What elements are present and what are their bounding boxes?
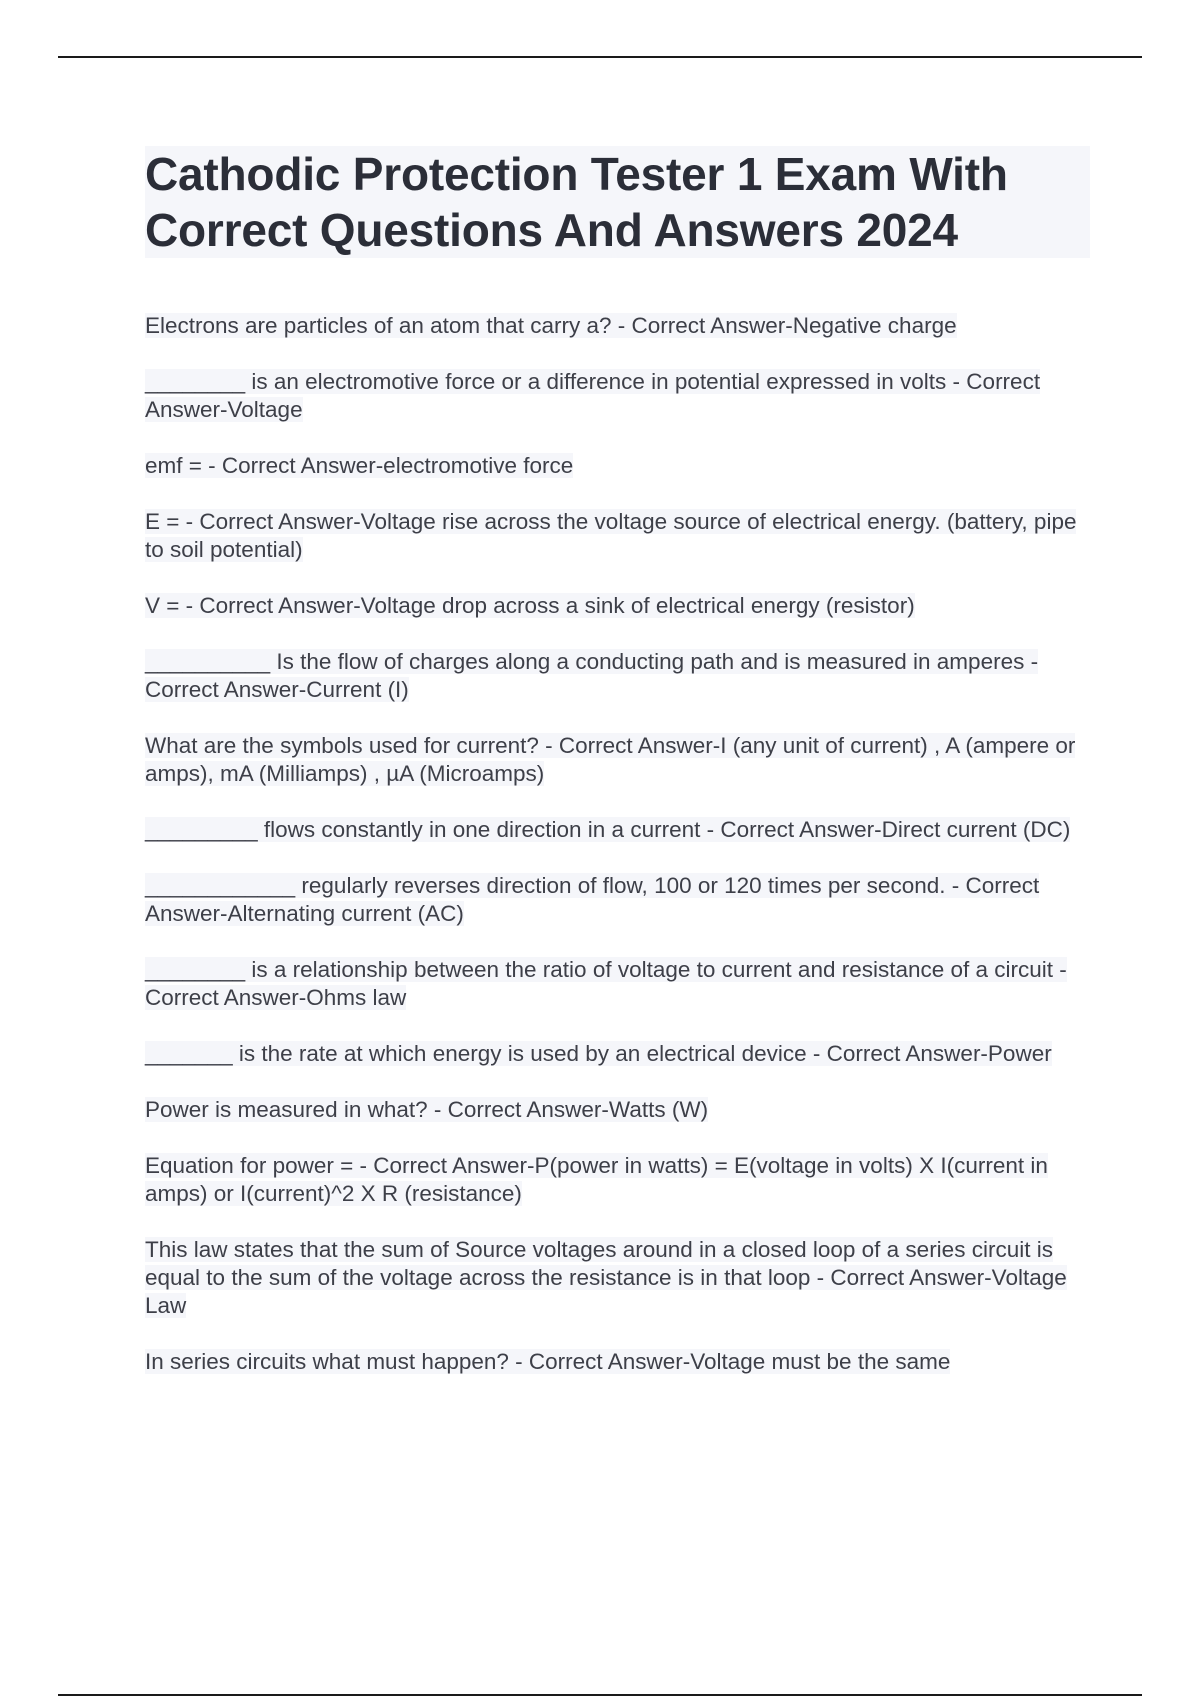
qa-item: Power is measured in what? - Correct Answer-Watts (W): [145, 1097, 709, 1122]
qa-item: _______ is the rate at which energy is used by an electrical device - Correct Answer-Power: [145, 1041, 1052, 1066]
qa-item: What are the symbols used for current? - Correct Answer-I (any unit of current) , A (ampere or amps), mA (Milliamps) , µA (Microamps): [145, 733, 1076, 786]
qa-list: [145, 312, 1090, 1404]
qa-item: ________ is a relationship between the ratio of voltage to current and resistance of a circuit - Correct Answer-Ohms law: [145, 957, 1067, 1010]
qa-item: Equation for power = - Correct Answer-P(power in watts) = E(voltage in volts) X I(current in amps) or I(current)^2 X R (resistance): [145, 1153, 1048, 1206]
qa-item: Electrons are particles of an atom that carry a? - Correct Answer-Negative charge: [145, 313, 957, 338]
qa-item: ____________ regularly reverses direction of flow, 100 or 120 times per second. - Correct Answer-Alternating current (AC): [145, 873, 1040, 926]
page-title: [145, 146, 1090, 258]
qa-item: In series circuits what must happen? - Correct Answer-Voltage must be the same: [145, 1349, 951, 1374]
qa-item: This law states that the sum of Source voltages around in a closed loop of a series circuit is equal to the sum of the voltage across the resistance is in that loop - Correct Answer-Voltage Law: [145, 1237, 1067, 1318]
top-rule: [58, 56, 1142, 58]
qa-item: E = - Correct Answer-Voltage rise across the voltage source of electrical energy. (battery, pipe to soil potential): [145, 509, 1077, 562]
qa-item: V = - Correct Answer-Voltage drop across a sink of electrical energy (resistor): [145, 593, 915, 618]
title-line-1: Cathodic Protection Tester 1 Exam With: [145, 148, 1008, 200]
title-block: [145, 146, 1090, 258]
title-line-2: Correct Questions And Answers 2024: [145, 204, 958, 256]
qa-item: __________ Is the flow of charges along a conducting path and is measured in amperes - Correct Answer-Current (I): [145, 649, 1039, 702]
qa-item: emf = - Correct Answer-electromotive force: [145, 453, 574, 478]
bottom-rule: [58, 1694, 1142, 1696]
qa-item: ________ is an electromotive force or a difference in potential expressed in volts - Correct Answer-Voltage: [145, 369, 1041, 422]
qa-item: _________ flows constantly in one direction in a current - Correct Answer-Direct current (DC): [145, 817, 1071, 842]
